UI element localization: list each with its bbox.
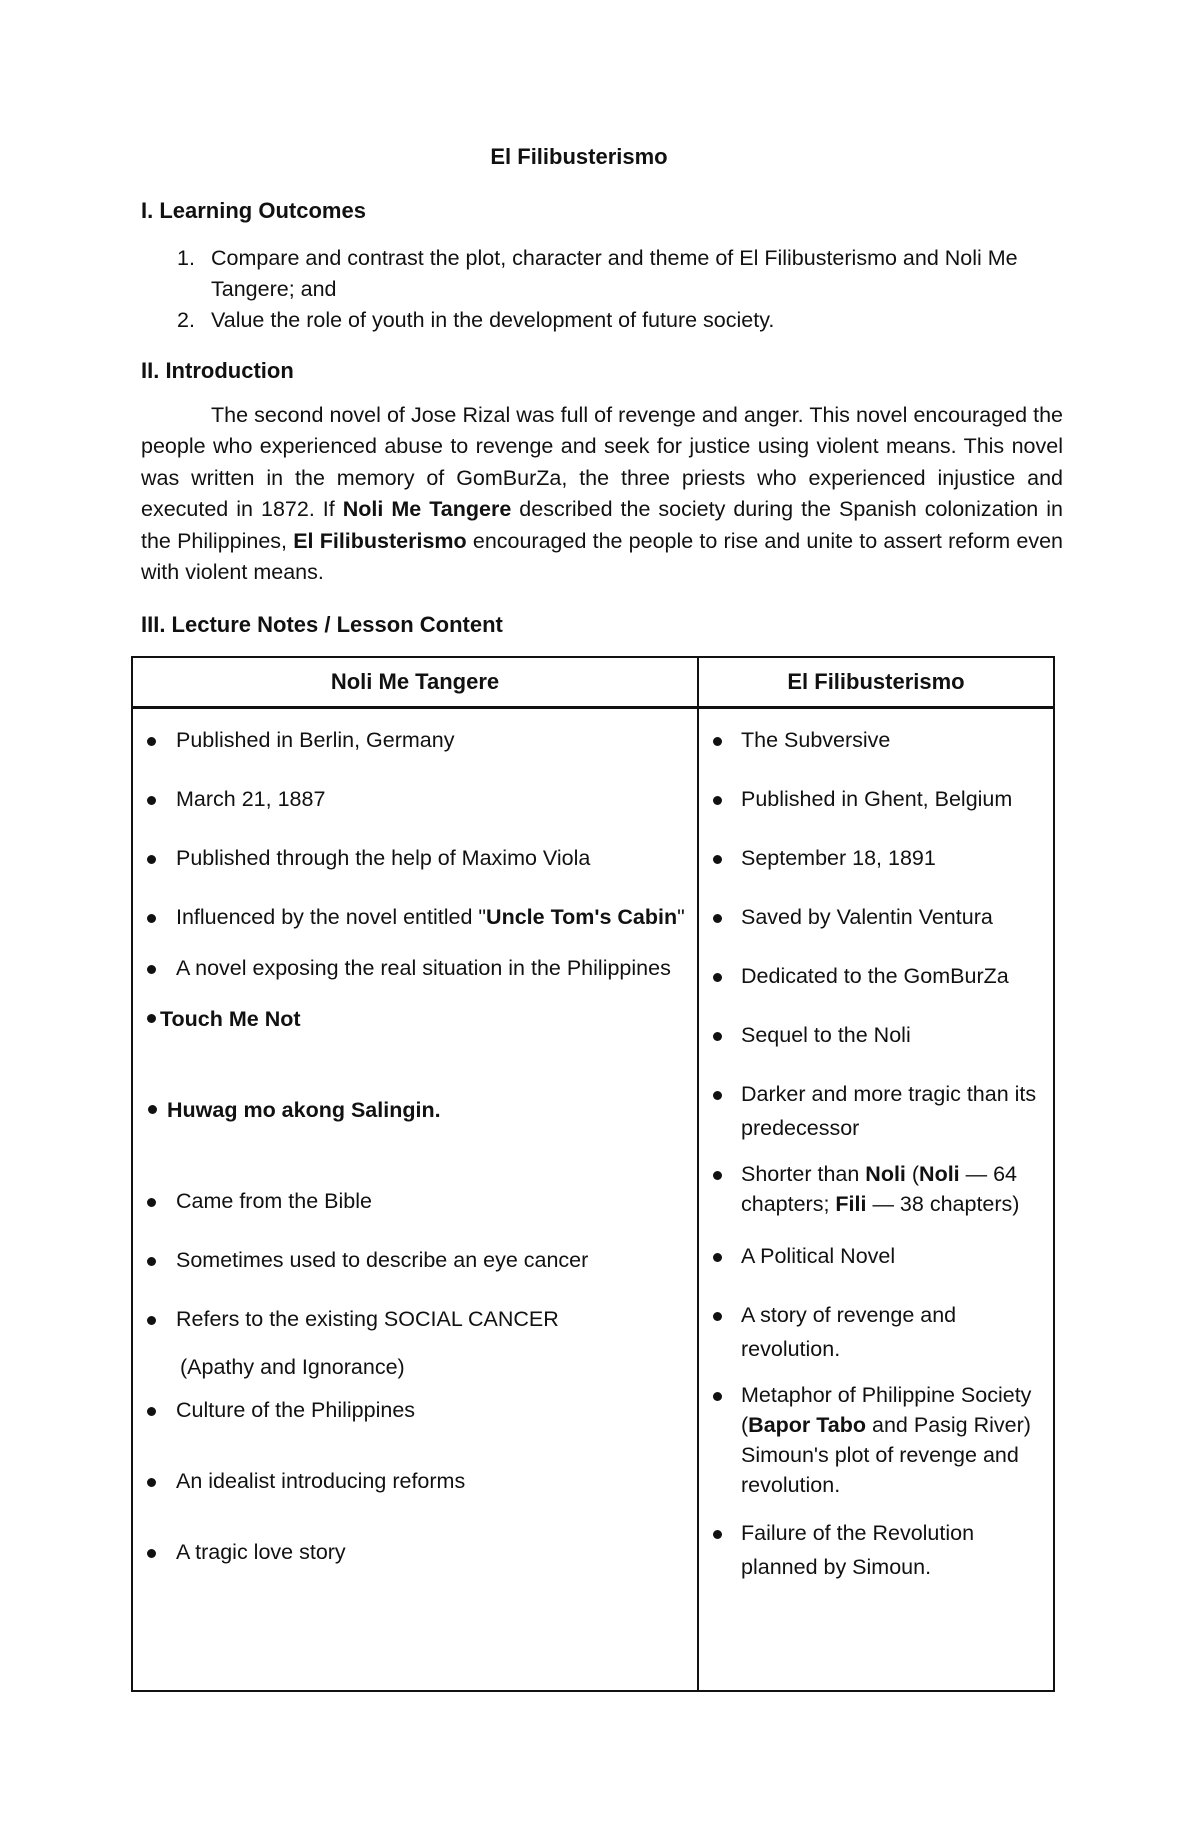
list-item xyxy=(699,1239,1053,1273)
item-text: Saved by Valentin Ventura xyxy=(741,905,993,929)
item-text: Influenced by the novel entitled " xyxy=(176,905,487,929)
item-text: Refers to the existing SOCIAL CANCER xyxy=(176,1307,559,1331)
bullet-icon xyxy=(147,796,156,805)
item-text: Published through the help of Maximo Viola xyxy=(176,846,591,870)
bullet-icon xyxy=(147,914,156,923)
bullet-icon xyxy=(147,855,156,864)
bullet-icon xyxy=(713,737,722,746)
item-text: Published in Berlin, Germany xyxy=(176,728,455,752)
list-number: 1. xyxy=(177,246,195,270)
list-item xyxy=(133,1464,697,1499)
bullet-icon xyxy=(713,1032,722,1041)
list-item xyxy=(133,1243,697,1278)
bullet-icon xyxy=(147,965,156,974)
intro-bold-fili: El Filibusterismo xyxy=(293,528,467,553)
bullet-icon xyxy=(713,1253,722,1262)
item-text: Sequel to the Noli xyxy=(741,1023,911,1047)
bullet-icon xyxy=(147,1549,156,1558)
introduction-heading: II. Introduction xyxy=(141,358,294,383)
item-bold: Noli xyxy=(865,1162,906,1186)
item-text: Sometimes used to describe an eye cancer xyxy=(176,1248,589,1272)
bullet-icon xyxy=(713,796,722,805)
item-text: and Pasig River) Simoun's plot of revenge and revolution. xyxy=(741,1413,1031,1497)
list-item xyxy=(141,243,1063,305)
column-header-noli: Noli Me Tangere xyxy=(132,657,698,708)
column-header-fili: El Filibusterismo xyxy=(698,657,1054,708)
list-item xyxy=(133,1393,697,1428)
bullet-icon xyxy=(713,914,722,923)
bullet-icon xyxy=(713,1312,722,1321)
bullet-icon xyxy=(147,1407,156,1416)
list-item xyxy=(699,1018,1053,1052)
list-item xyxy=(133,723,697,758)
noli-bullet-list xyxy=(133,709,697,1570)
list-item xyxy=(133,1535,697,1570)
item-text: — 38 chapters) xyxy=(866,1192,1020,1216)
item-text: March 21, 1887 xyxy=(176,787,326,811)
item-bold: Noli xyxy=(919,1162,960,1186)
comparison-table xyxy=(131,656,1055,1692)
bullet-icon xyxy=(147,1198,156,1207)
item-text: A story of revenge and revolution. xyxy=(741,1303,957,1361)
learning-outcomes-heading: I. Learning Outcomes xyxy=(141,198,366,223)
item-bold: Touch Me Not xyxy=(160,1007,301,1031)
item-text: Failure of the Revolution planned by Simoun. xyxy=(741,1521,975,1579)
bullet-icon xyxy=(147,1257,156,1266)
list-number: 2. xyxy=(177,308,195,332)
list-item xyxy=(133,1093,697,1128)
item-text: An idealist introducing reforms xyxy=(176,1469,466,1493)
noli-column xyxy=(132,708,698,1692)
bullet-icon xyxy=(713,973,722,982)
list-item xyxy=(699,782,1053,816)
item-bold: Bapor Tabo xyxy=(748,1413,867,1437)
list-item xyxy=(699,959,1053,993)
fili-bullet-list xyxy=(699,709,1053,1584)
item-text: The Subversive xyxy=(741,728,891,752)
document-title: El Filibusterismo xyxy=(490,144,668,169)
bullet-icon xyxy=(147,1014,156,1023)
bullet-icon xyxy=(713,1091,722,1100)
bullet-icon xyxy=(148,1105,157,1114)
list-item xyxy=(133,951,697,986)
item-text: Came from the Bible xyxy=(176,1189,372,1213)
list-item xyxy=(133,782,697,817)
item-text: ( xyxy=(905,1162,920,1186)
list-item xyxy=(699,723,1053,757)
item-text: Published in Ghent, Belgium xyxy=(741,787,1013,811)
list-item xyxy=(133,1002,697,1037)
list-item xyxy=(699,900,1053,934)
bullet-icon xyxy=(147,1478,156,1487)
list-item xyxy=(133,900,697,935)
list-item xyxy=(699,1159,1053,1219)
lecture-notes-heading: III. Lecture Notes / Lesson Content xyxy=(141,612,503,637)
item-text: (Apathy and Ignorance) xyxy=(180,1355,405,1379)
item-text: A tragic love story xyxy=(176,1540,346,1564)
item-text: A novel exposing the real situation in the Philippines xyxy=(176,956,671,980)
list-item xyxy=(699,1380,1053,1500)
list-item xyxy=(133,841,697,876)
item-text: " xyxy=(677,905,685,929)
introduction-paragraph xyxy=(141,400,1063,588)
list-item xyxy=(133,1302,697,1337)
item-text: Dedicated to the GomBurZa xyxy=(741,964,1009,988)
item-text: Metaphor of Philippine Society ( xyxy=(741,1383,1032,1437)
intro-bold-noli: Noli Me Tangere xyxy=(342,497,512,522)
bullet-icon xyxy=(713,855,722,864)
item-text: Culture of the Philippines xyxy=(176,1398,416,1422)
bullet-icon xyxy=(147,1316,156,1325)
item-bold: Fili xyxy=(835,1192,867,1216)
item-bold: Huwag mo akong Salingin. xyxy=(167,1098,441,1122)
bullet-icon xyxy=(147,737,156,746)
learning-outcomes-list xyxy=(141,243,1063,336)
list-item xyxy=(699,841,1053,875)
list-item xyxy=(699,1077,1053,1145)
list-item xyxy=(133,1184,697,1219)
item-bold: Uncle Tom's Cabin xyxy=(486,905,678,929)
intro-text-1: The second novel of Jose Rizal was full of revenge and anger. This novel encouraged the people who experienced abuse to revenge and seek for justice using violent means. This novel was written in the memory of GomBurZa, the three priests who experienced injustice and executed in 1872. If xyxy=(141,403,1063,522)
list-item xyxy=(699,1516,1053,1584)
list-item-text: Compare and contrast the plot, character and theme of El Filibusterismo and Noli Me Tangere; and xyxy=(211,246,1018,301)
item-text: — 64 chapters; xyxy=(741,1162,1018,1216)
intro-text-3: encouraged the people to rise and unite to assert reform even with violent means. xyxy=(141,528,1064,585)
item-text: A Political Novel xyxy=(741,1244,896,1268)
list-item-sub xyxy=(133,1350,697,1385)
item-text: Darker and more tragic than its predecessor xyxy=(741,1082,1037,1140)
list-item-text: Value the role of youth in the development of future society. xyxy=(211,308,775,332)
item-text: Shorter than xyxy=(741,1162,866,1186)
intro-text-2: described the society during the Spanish colonization in the Philippines, xyxy=(141,497,1063,553)
bullet-icon xyxy=(713,1392,722,1401)
bullet-icon xyxy=(713,1171,722,1180)
bullet-icon xyxy=(713,1530,722,1539)
list-item xyxy=(141,305,1063,336)
item-text: September 18, 1891 xyxy=(741,846,936,870)
fili-column xyxy=(698,708,1054,1692)
list-item xyxy=(699,1298,1053,1366)
